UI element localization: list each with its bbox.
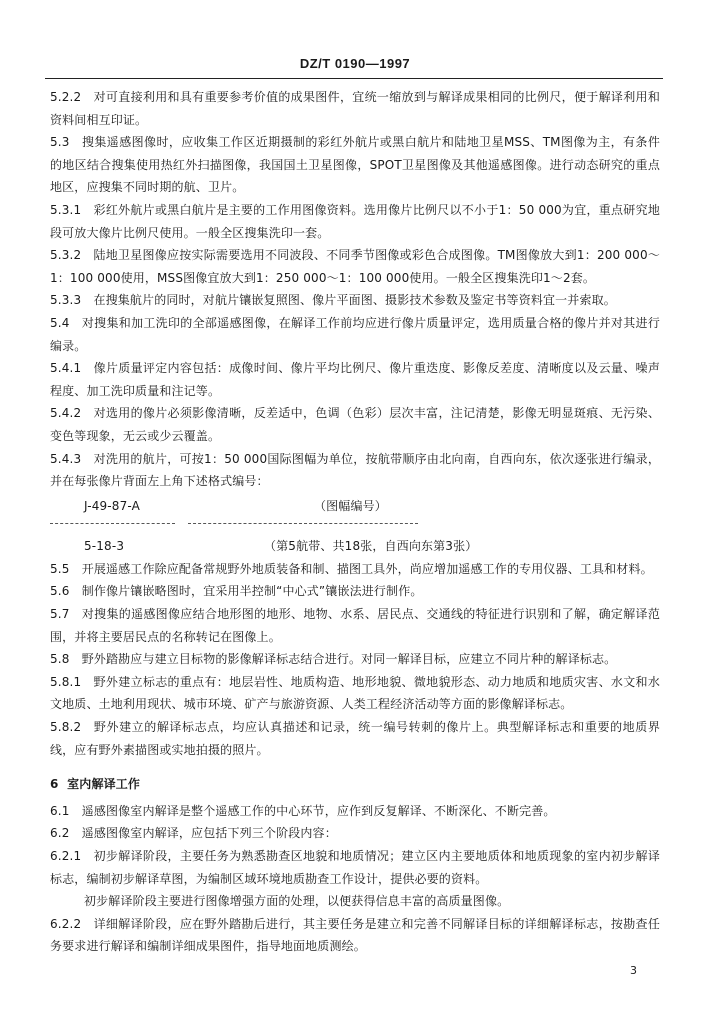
- clause-number: 5.6: [50, 584, 70, 599]
- clause-text: 像片质量评定内容包括：成像时间、像片平均比例尺、像片重迭度、影像反差度、清晰度以及云量、噪声程度、加工洗印质量和注记等。: [50, 361, 660, 398]
- paragraph: [50, 244, 660, 289]
- clause-text: 对搜集和加工洗印的全部遥感图像，在解译工作前均应进行像片质量评定，选用质量合格的像片并对其进行编录。: [50, 315, 660, 353]
- clause-number: 5.4: [50, 315, 70, 330]
- paragraph: [50, 558, 660, 581]
- clause-text: 对洗用的航片，可按1：50 000国际图幅为单位，按航带顺序由北向南，自西向东，依次逐张进行编录，并在每张像片背面左上角下述格式编号：: [50, 451, 660, 489]
- clause-text: 详细解译阶段，应在野外踏勘后进行，其主要任务是建立和完善不同解译目标的详细解译标志，按勘查任务要求进行解译和编制详细成果图件，指导地面地质测绘。: [50, 916, 660, 954]
- clause-number: 5.4.3: [50, 451, 82, 466]
- clause-text: 野外建立的解译标志点，均应认真描述和记录，统一编号转刺的像片上。典型解译标志和重要的地质界线，应有野外素描图或实地拍摄的照片。: [50, 720, 660, 757]
- paragraph: [50, 448, 660, 493]
- clause-text: 陆地卫星图像应按实际需要选用不同波段、不同季节图像或彩色合成图像。TM图像放大到1：200 000～1：100 000使用，MSS图像宜放大到1：250 000～1：100 000使用。一般全区搜集洗印1～2套。: [50, 248, 660, 285]
- clause-text: 在搜集航片的同时，对航片镶嵌复照图、像片平面图、摄影技术参数及鉴定书等资料宜一并索取。: [93, 293, 616, 308]
- example-code-note: （图幅编号）: [314, 498, 387, 513]
- paragraph: [50, 716, 660, 761]
- clause-number: 5.7: [50, 607, 70, 622]
- clause-number: 6.1: [50, 803, 70, 818]
- clause-text: 野外建立标志的重点有：地层岩性、地质构造、地形地貌、微地貌形态、动力地质和地质灾害、水文和水文地质、土地利用现状、城市环境、矿产与旅游资源、人类工程经济活动等方面的影像解译标志。: [50, 674, 660, 712]
- clause-text: 开展遥感工作除应配备常规野外地质装备和制、描图工具外，尚应增加遥感工作的专用仪器、工具和材料。: [81, 561, 653, 576]
- paragraph: [50, 86, 660, 131]
- clause-number: 5.3.1: [50, 202, 82, 217]
- section-number: 6: [50, 777, 59, 792]
- document-body: [50, 86, 660, 958]
- header-rule: [45, 78, 663, 79]
- paragraph: [50, 800, 660, 823]
- clause-text: 遥感图像室内解译，应包括下列三个阶段内容：: [81, 826, 337, 841]
- clause-number: 5.3.3: [50, 293, 82, 308]
- example-code: 5-18-3: [84, 539, 125, 554]
- clause-text: 彩红外航片或黑白航片是主要的工作用图像资料。选用像片比例尺以不小于1：50 000为宜，重点研究地段可放大像片比例尺使用。一般全区搜集洗印一套。: [50, 202, 660, 240]
- example-row-2: [50, 535, 660, 558]
- clause-number: 5.3.2: [50, 248, 82, 263]
- clause-number: 5.5: [50, 561, 70, 576]
- clause-text: 对可直接利用和具有重要参考价值的成果图件，宜统一缩放到与解译成果相同的比例尺，便于解译利用和资料间相互印证。: [50, 90, 660, 127]
- clause-number: 5.4.2: [50, 406, 82, 421]
- example-code: J-49-87-A: [84, 498, 140, 513]
- clause-text: 初步解译阶段，主要任务为熟悉勘查区地貌和地质情况；建立区内主要地质体和地质现象的室内初步解译标志，编制初步解译草图，为编制区域环境地质勘查工作设计，提供必要的资料。: [50, 849, 660, 886]
- page-number: 3: [630, 964, 637, 977]
- example-row-1: [50, 495, 660, 518]
- clause-number: 6.2.1: [50, 849, 82, 863]
- clause-text: 搜集遥感图像时，应收集工作区近期摄制的彩红外航片或黑白航片和陆地卫星MSS、TM图像为主，有条件的地区结合搜集使用热红外扫描图像，我国国土卫星图像，SPOT卫星图像及其他遥感图像。进行动态研究的重点地区，应搜集不同时期的航、卫片。: [50, 135, 660, 195]
- clause-number: 5.8: [50, 652, 70, 667]
- paragraph: [50, 402, 660, 447]
- paragraph: [50, 289, 660, 312]
- paragraph: [50, 845, 660, 890]
- paragraph: [50, 913, 660, 958]
- paragraph: [50, 312, 660, 357]
- clause-text: 制作像片镶嵌略图时，宜采用半控制“中心式”镶嵌法进行制作。: [81, 584, 423, 599]
- paragraph: [50, 648, 660, 671]
- paragraph: [50, 603, 660, 648]
- standard-code-header: DZ/T 0190—1997: [299, 56, 411, 71]
- paragraph: 初步解译阶段主要进行图像增强方面的处理，以便获得信息丰富的高质量图像。: [84, 894, 510, 909]
- paragraph: [50, 822, 660, 845]
- clause-number: 5.4.1: [50, 361, 82, 376]
- example-code-note: （第5航带、共18张，自西向东第3张）: [264, 539, 478, 554]
- section-title: 室内解译工作: [67, 777, 141, 792]
- clause-number: 6.2: [50, 826, 70, 841]
- clause-text: 对选用的像片必须影像清晰，反差适中，色调（色彩）层次丰富，注记清楚，影像无明显斑痕、无污染、变色等现象，无云或少云覆盖。: [50, 406, 660, 443]
- clause-text: 野外踏勘应与建立目标物的影像解译标志结合进行。对同一解译目标，应建立不同片种的解译标志。: [81, 652, 617, 667]
- clause-number: 5.3: [50, 135, 70, 150]
- clause-text: 遥感图像室内解译是整个遥感工作的中心环节，应作到反复解译、不断深化、不断完善。: [81, 803, 556, 818]
- paragraph: [50, 357, 660, 402]
- clause-number: 5.8.1: [50, 674, 82, 689]
- clause-number: 5.8.2: [50, 720, 82, 735]
- paragraph: [50, 199, 660, 244]
- section-heading: [50, 773, 660, 796]
- dashed-separator: [50, 517, 660, 531]
- paragraph: [50, 131, 660, 199]
- paragraph: [50, 671, 660, 716]
- clause-number: 5.2.2: [50, 90, 82, 104]
- paragraph: [50, 580, 660, 603]
- clause-number: 6.2.2: [50, 916, 82, 931]
- clause-text: 对搜集的遥感图像应结合地形图的地形、地物、水系、居民点、交通线的特征进行识别和了解，确定解译范围，并将主要居民点的名称转记在图像上。: [50, 607, 660, 644]
